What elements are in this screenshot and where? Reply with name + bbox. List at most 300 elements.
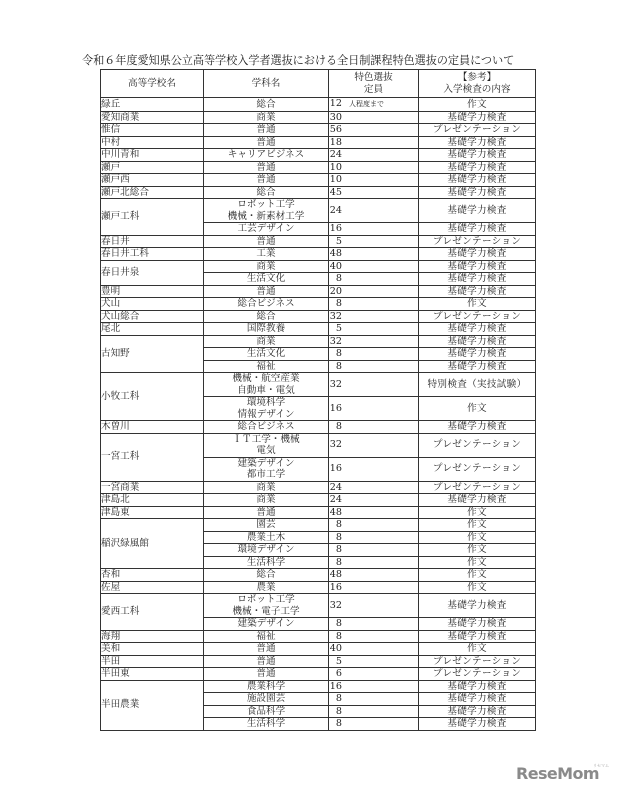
school-name-cell: 尾北 <box>101 323 204 336</box>
department-name: 農業 <box>256 581 276 593</box>
department-name: 福祉 <box>256 630 276 642</box>
capacity-value: 16 <box>329 402 342 414</box>
exam-content-cell: 基礎学力検査 <box>419 174 536 187</box>
exam-content-cell: 基礎学力検査 <box>419 348 536 361</box>
department-name: 普通 <box>256 285 276 297</box>
department-name: 情報デザイン <box>237 408 295 420</box>
department-name: 生活文化 <box>246 273 286 284</box>
capacity-value: 8 <box>335 421 342 432</box>
exam-content-cell: プレゼンテーション <box>419 481 536 494</box>
capacity-value: 32 <box>329 335 342 347</box>
header-capacity-line2: 定員 <box>363 83 384 95</box>
department-name: 普通 <box>256 174 276 185</box>
department-cell <box>204 348 329 361</box>
exam-content-cell: 基礎学力検査 <box>419 494 536 507</box>
exam-content-cell: 基礎学力検査 <box>419 693 536 706</box>
department-name: キャリアビジネス <box>227 149 305 160</box>
school-name-cell: 春日井工科 <box>101 248 204 261</box>
department-cell <box>204 260 329 273</box>
capacity-cell <box>329 161 419 174</box>
department-cell <box>204 98 329 112</box>
capacity-value: 8 <box>335 544 342 555</box>
capacity-value: 20 <box>329 285 342 297</box>
department-cell <box>204 273 329 286</box>
capacity-value: 8 <box>335 556 342 568</box>
school-name-cell: 津島北 <box>101 494 204 507</box>
exam-content-cell: 基礎学力検査 <box>419 718 536 731</box>
department-cell <box>204 680 329 693</box>
capacity-cell <box>329 273 419 286</box>
exam-content-cell: 基礎学力検査 <box>419 335 536 348</box>
department-cell <box>204 421 329 434</box>
table-row <box>101 519 536 532</box>
capacity-cell <box>329 693 419 706</box>
department-cell <box>204 630 329 643</box>
exam-content-cell: 基礎学力検査 <box>419 186 536 199</box>
capacity-cell <box>329 373 419 397</box>
department-name: 商業 <box>256 494 276 505</box>
table-row <box>101 433 536 457</box>
department-name: 工業 <box>256 248 276 259</box>
capacity-value: 18 <box>329 136 342 148</box>
department-cell <box>204 223 329 236</box>
department-name: 普通 <box>256 506 276 518</box>
department-cell <box>204 136 329 149</box>
header-school: 高等学校名 <box>101 70 204 98</box>
capacity-cell <box>329 223 419 236</box>
school-name-cell: 古知野 <box>101 335 204 373</box>
header-exam-line2: 入学検査の内容 <box>443 83 511 95</box>
school-name-cell: 半田 <box>101 655 204 668</box>
exam-content-cell: プレゼンテーション <box>419 457 536 481</box>
capacity-cell <box>329 544 419 557</box>
capacity-value: 8 <box>335 531 342 543</box>
exam-content-cell: 作文 <box>419 98 536 112</box>
capacity-cell <box>329 680 419 693</box>
department-cell <box>204 298 329 311</box>
exam-content-cell: 基礎学力検査 <box>419 260 536 273</box>
department-cell <box>204 618 329 631</box>
department-cell <box>204 655 329 668</box>
exam-content-cell: 基礎学力検査 <box>419 273 536 286</box>
exam-content-cell: 基礎学力検査 <box>419 149 536 162</box>
exam-content-cell: 基礎学力検査 <box>419 136 536 149</box>
department-cell <box>204 531 329 544</box>
department-cell <box>204 373 329 397</box>
capacity-cell <box>329 556 419 569</box>
department-name: 普通 <box>256 136 276 148</box>
table-row <box>101 124 536 137</box>
capacity-value: 16 <box>329 223 342 234</box>
school-name-cell: 美和 <box>101 643 204 656</box>
capacity-value: 45 <box>329 186 342 198</box>
table-row <box>101 494 536 507</box>
capacity-cell <box>329 285 419 298</box>
department-name: ロボット工学 <box>237 199 295 210</box>
school-name-cell: 半田東 <box>101 668 204 681</box>
school-name-cell: 豊明 <box>101 285 204 298</box>
department-cell <box>204 323 329 336</box>
capacity-value: 8 <box>335 519 342 530</box>
header-exam-line1: 【参考】 <box>457 71 497 83</box>
school-name-cell: 犬山 <box>101 298 204 311</box>
capacity-cell <box>329 569 419 582</box>
capacity-value: 48 <box>329 569 342 580</box>
capacity-value: 16 <box>329 680 342 692</box>
capacity-cell <box>329 235 419 248</box>
capacity-value: 8 <box>335 298 342 309</box>
exam-content-cell: 特別検査（実技試験） <box>419 373 536 397</box>
school-name-cell: 春日井 <box>101 235 204 248</box>
capacity-value: 32 <box>329 599 342 611</box>
department-cell <box>204 594 329 618</box>
table-row <box>101 285 536 298</box>
capacity-cell <box>329 298 419 311</box>
exam-content-cell: プレゼンテーション <box>419 433 536 457</box>
department-cell <box>204 569 329 582</box>
department-cell <box>204 457 329 481</box>
table-row <box>101 421 536 434</box>
department-cell <box>204 235 329 248</box>
department-cell <box>204 718 329 731</box>
department-cell <box>204 556 329 569</box>
exam-content-cell: プレゼンテーション <box>419 235 536 248</box>
exam-content-cell: 基礎学力検査 <box>419 594 536 618</box>
exam-content-cell: 基礎学力検査 <box>419 705 536 718</box>
school-name-cell: 中村 <box>101 136 204 149</box>
header-capacity <box>329 70 419 98</box>
exam-content-cell: プレゼンテーション <box>419 668 536 681</box>
exam-content-cell: 作文 <box>419 506 536 519</box>
capacity-cell <box>329 506 419 519</box>
school-name-cell: 犬山総合 <box>101 310 204 323</box>
department-cell <box>204 668 329 681</box>
table-row <box>101 199 536 223</box>
exam-content-cell: プレゼンテーション <box>419 655 536 668</box>
exam-content-cell: 基礎学力検査 <box>419 223 536 236</box>
capacity-value: 6 <box>335 668 342 679</box>
department-cell <box>204 643 329 656</box>
capacity-cell <box>329 310 419 323</box>
capacity-value: 16 <box>329 463 342 475</box>
department-name: 国際教養 <box>246 323 286 334</box>
department-name: 総合 <box>256 186 276 198</box>
department-name: 福祉 <box>256 360 276 372</box>
exam-content-cell: 基礎学力検査 <box>419 421 536 434</box>
exam-content-cell: 基礎学力検査 <box>419 630 536 643</box>
table-row <box>101 643 536 656</box>
header-exam <box>419 70 536 98</box>
department-cell <box>204 199 329 223</box>
school-name-cell: 佐屋 <box>101 581 204 594</box>
table-row <box>101 310 536 323</box>
exam-content-cell: 基礎学力検査 <box>419 199 536 223</box>
department-cell <box>204 111 329 124</box>
capacity-cell <box>329 457 419 481</box>
department-cell <box>204 285 329 298</box>
capacity-cell <box>329 199 419 223</box>
capacity-value: 32 <box>329 439 342 451</box>
school-name-cell: 一宮商業 <box>101 481 204 494</box>
resemom-logo: ReseMom <box>516 764 599 783</box>
capacity-cell <box>329 260 419 273</box>
capacity-value: 12 <box>329 98 342 109</box>
capacity-cell <box>329 174 419 187</box>
school-name-cell: 津島東 <box>101 506 204 519</box>
table-row <box>101 569 536 582</box>
capacity-cell <box>329 519 419 532</box>
department-cell <box>204 581 329 594</box>
capacity-cell <box>329 630 419 643</box>
department-name: 普通 <box>256 161 276 173</box>
capacity-cell <box>329 111 419 124</box>
capacity-value: 5 <box>335 323 342 334</box>
department-name: 商業 <box>256 481 276 493</box>
capacity-cell <box>329 594 419 618</box>
capacity-value: 40 <box>329 643 342 654</box>
department-name: 工芸デザイン <box>237 223 295 234</box>
table-row <box>101 506 536 519</box>
exam-content-cell: 作文 <box>419 581 536 594</box>
capacity-cell <box>329 433 419 457</box>
capacity-value: 10 <box>329 161 342 173</box>
department-cell <box>204 544 329 557</box>
department-name: 施設園芸 <box>246 693 286 704</box>
capacity-cell <box>329 668 419 681</box>
capacity-value: 40 <box>329 260 342 272</box>
department-name: 総合ビジネス <box>237 298 295 309</box>
capacity-note: 人程度まで <box>349 100 384 108</box>
department-cell <box>204 519 329 532</box>
capacity-cell <box>329 323 419 336</box>
capacity-value: 5 <box>335 235 342 247</box>
department-cell <box>204 161 329 174</box>
exam-content-cell: 作文 <box>419 397 536 421</box>
resemom-logo-subtext: リセマム <box>593 763 609 768</box>
table-row <box>101 335 536 348</box>
department-name: ＩＴ工学・機械 <box>232 433 300 445</box>
capacity-cell <box>329 397 419 421</box>
exam-content-cell: 基礎学力検査 <box>419 323 536 336</box>
table-row <box>101 161 536 174</box>
department-name: 自動車・電気 <box>237 384 295 396</box>
table-row <box>101 174 536 187</box>
table-row <box>101 149 536 162</box>
exam-content-cell: 基礎学力検査 <box>419 111 536 124</box>
exam-content-cell: プレゼンテーション <box>419 124 536 137</box>
header-dept: 学科名 <box>204 70 329 98</box>
department-cell <box>204 124 329 137</box>
department-cell <box>204 705 329 718</box>
table-row <box>101 594 536 618</box>
capacity-cell <box>329 124 419 137</box>
department-name: 普通 <box>256 655 276 667</box>
capacity-cell <box>329 705 419 718</box>
department-cell <box>204 397 329 421</box>
school-name-cell: 瀬戸工科 <box>101 199 204 236</box>
capacity-cell <box>329 718 419 731</box>
department-name: 機械・新素材工学 <box>227 210 305 222</box>
capacity-cell <box>329 360 419 373</box>
capacity-cell <box>329 98 419 112</box>
table-body <box>101 98 536 731</box>
table-row <box>101 630 536 643</box>
capacity-value: 24 <box>329 204 342 216</box>
department-name: 園芸 <box>256 519 276 530</box>
capacity-value: 10 <box>329 174 342 185</box>
capacity-value: 8 <box>335 618 342 629</box>
department-cell <box>204 174 329 187</box>
department-cell <box>204 506 329 519</box>
department-name: 商業 <box>256 335 276 347</box>
department-name: 総合ビジネス <box>237 421 295 432</box>
department-name: 商業 <box>256 111 276 123</box>
table-row <box>101 98 536 112</box>
department-name: 建築デザイン <box>237 618 295 629</box>
table-row <box>101 235 536 248</box>
department-cell <box>204 310 329 323</box>
capacity-cell <box>329 494 419 507</box>
table-row <box>101 655 536 668</box>
exam-content-cell: 作文 <box>419 643 536 656</box>
capacity-cell <box>329 643 419 656</box>
department-name: 環境デザイン <box>237 544 295 555</box>
department-name: 建築デザイン <box>237 457 295 469</box>
school-name-cell: 愛知商業 <box>101 111 204 124</box>
department-cell <box>204 149 329 162</box>
capacity-value: 32 <box>329 378 342 390</box>
capacity-value: 48 <box>329 506 342 518</box>
exam-content-cell: 基礎学力検査 <box>419 285 536 298</box>
school-name-cell: 海翔 <box>101 630 204 643</box>
capacity-value: 56 <box>329 124 342 135</box>
document-title: 令和６年度愛知県公立高等学校入学者選抜における全日制課程特色選抜の定員について <box>82 54 515 67</box>
school-name-cell: 半田農業 <box>101 680 204 730</box>
department-name: 機械・航空産業 <box>232 373 300 384</box>
exam-content-cell: 基礎学力検査 <box>419 161 536 174</box>
school-name-cell: 瀬戸北総合 <box>101 186 204 199</box>
department-cell <box>204 433 329 457</box>
department-name: 生活文化 <box>246 348 286 359</box>
school-name-cell: 稲沢緑風館 <box>101 519 204 569</box>
capacity-cell <box>329 136 419 149</box>
table-row <box>101 136 536 149</box>
capacity-value: 8 <box>335 360 342 372</box>
department-cell <box>204 248 329 261</box>
school-name-cell: 一宮工科 <box>101 433 204 481</box>
capacity-cell <box>329 335 419 348</box>
table-row <box>101 248 536 261</box>
table-row <box>101 680 536 693</box>
capacity-value: 30 <box>329 111 342 123</box>
capacity-value: 24 <box>329 481 342 493</box>
capacity-cell <box>329 655 419 668</box>
capacity-cell <box>329 149 419 162</box>
department-name: 環境科学 <box>246 397 286 408</box>
capacity-value: 5 <box>335 655 342 667</box>
school-name-cell: 小牧工科 <box>101 373 204 421</box>
department-name: 電気 <box>256 445 276 456</box>
exam-content-cell: 作文 <box>419 556 536 569</box>
school-name-cell: 春日井泉 <box>101 260 204 285</box>
department-name: 総合 <box>256 98 276 110</box>
table-row <box>101 186 536 199</box>
department-name: 普通 <box>256 235 276 247</box>
capacity-cell <box>329 248 419 261</box>
exam-content-cell: 基礎学力検査 <box>419 680 536 693</box>
school-name-cell: 愛西工科 <box>101 594 204 631</box>
capacity-cell <box>329 481 419 494</box>
capacity-cell <box>329 618 419 631</box>
capacity-cell <box>329 531 419 544</box>
table-header-row <box>101 70 536 98</box>
exam-content-cell: 作文 <box>419 519 536 532</box>
capacity-value: 8 <box>335 718 342 729</box>
department-cell <box>204 494 329 507</box>
table-row <box>101 373 536 397</box>
table-row <box>101 323 536 336</box>
department-name: 普通 <box>256 668 276 679</box>
department-name: 食品科学 <box>246 705 286 717</box>
table-row <box>101 260 536 273</box>
school-name-cell: 木曽川 <box>101 421 204 434</box>
capacity-value: 8 <box>335 693 342 704</box>
table-row <box>101 581 536 594</box>
capacity-cell <box>329 348 419 361</box>
department-cell <box>204 335 329 348</box>
school-name-cell: 瀬戸西 <box>101 174 204 187</box>
table-row <box>101 298 536 311</box>
capacity-value: 24 <box>329 149 342 160</box>
capacity-cell <box>329 581 419 594</box>
school-name-cell: 惟信 <box>101 124 204 137</box>
table-row <box>101 668 536 681</box>
exam-content-cell: 作文 <box>419 569 536 582</box>
department-name: 普通 <box>256 643 276 654</box>
department-name: 総合 <box>256 569 276 580</box>
capacity-cell <box>329 186 419 199</box>
capacity-cell <box>329 421 419 434</box>
exam-content-cell: 作文 <box>419 298 536 311</box>
exam-content-cell: 作文 <box>419 544 536 557</box>
table-row <box>101 111 536 124</box>
capacity-value: 8 <box>335 348 342 359</box>
department-name: 総合 <box>256 310 276 322</box>
capacity-value: 24 <box>329 494 342 505</box>
department-cell <box>204 481 329 494</box>
exam-content-cell: 基礎学力検査 <box>419 618 536 631</box>
department-name: 商業 <box>256 260 276 272</box>
department-cell <box>204 693 329 706</box>
capacity-value: 16 <box>329 581 342 593</box>
capacity-value: 32 <box>329 310 342 322</box>
exam-content-cell: 基礎学力検査 <box>419 360 536 373</box>
school-name-cell: 中川青和 <box>101 149 204 162</box>
exam-content-cell: 基礎学力検査 <box>419 248 536 261</box>
department-cell <box>204 360 329 373</box>
header-capacity-line1: 特色選抜 <box>354 71 393 83</box>
capacity-value: 8 <box>335 630 342 642</box>
department-name: 普通 <box>256 124 276 135</box>
department-name: ロボット工学 <box>237 594 295 605</box>
department-cell <box>204 186 329 199</box>
capacity-value: 48 <box>329 248 342 259</box>
department-name: 都市工学 <box>246 469 286 480</box>
school-name-cell: 緑丘 <box>101 98 204 112</box>
exam-content-cell: 作文 <box>419 531 536 544</box>
exam-content-cell: プレゼンテーション <box>419 310 536 323</box>
department-name: 農業科学 <box>246 680 286 692</box>
